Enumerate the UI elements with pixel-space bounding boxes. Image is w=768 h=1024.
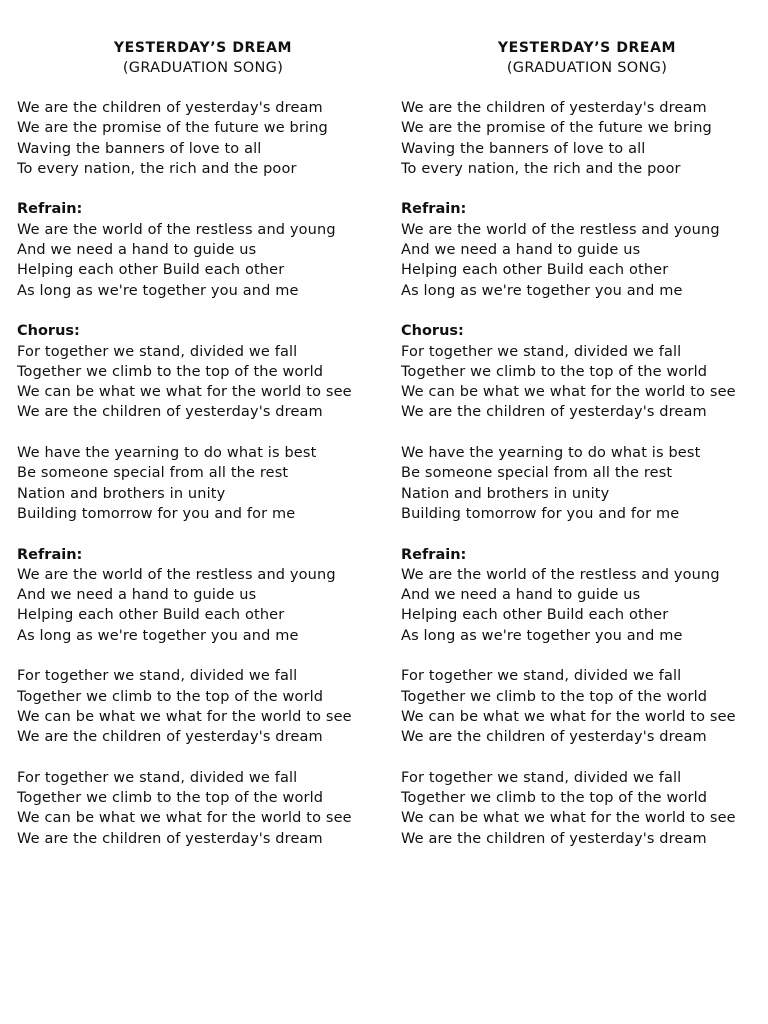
stanza-label: Refrain: [17, 201, 83, 218]
stanza [17, 321, 389, 422]
lyric-line: We are the world of the restless and young [401, 221, 720, 238]
lyric-line: To every nation, the rich and the poor [401, 160, 681, 177]
lyric-line: Together we climb to the top of the world [401, 790, 708, 807]
lyric-line: For together we stand, divided we fall [401, 668, 682, 685]
lyric-line: We are the world of the restless and young [401, 566, 720, 583]
stanza [401, 98, 768, 179]
lyric-line: We are the children of yesterday's dream [17, 830, 323, 847]
lyric-line: And we need a hand to guide us [17, 587, 257, 604]
lyric-line: Nation and brothers in unity [17, 485, 226, 502]
lyric-line: For together we stand, divided we fall [17, 343, 298, 360]
stanza-label: Chorus: [17, 323, 80, 340]
lyric-line: Waving the banners of love to all [401, 140, 646, 157]
stanza [17, 545, 389, 646]
lyric-line: Be someone special from all the rest [17, 465, 289, 482]
lyric-line: Building tomorrow for you and for me [401, 505, 680, 522]
stanza [17, 768, 389, 849]
stanza [401, 321, 768, 422]
lyric-line: For together we stand, divided we fall [401, 769, 682, 786]
lyric-line: Together we climb to the top of the world [17, 790, 324, 807]
lyric-line: And we need a hand to guide us [401, 242, 641, 259]
lyric-line: As long as we're together you and me [17, 627, 299, 644]
lyric-line: We are the children of yesterday's dream [401, 729, 707, 746]
song-title: YESTERDAY’S DREAM [497, 40, 677, 56]
song-subtitle: (GRADUATION SONG) [506, 60, 668, 76]
stanza-label: Chorus: [401, 323, 464, 340]
stanza [401, 199, 768, 300]
lyric-line: We are the children of yesterday's dream [17, 100, 323, 116]
lyric-line: Helping each other Build each other [17, 262, 285, 279]
stanza [401, 443, 768, 524]
lyric-line: As long as we're together you and me [17, 282, 299, 299]
lyric-line: We are the children of yesterday's dream [401, 830, 707, 847]
lyric-line: Together we climb to the top of the world [401, 688, 708, 705]
lyric-line: We are the world of the restless and young [17, 221, 336, 238]
lyric-line: Nation and brothers in unity [401, 485, 610, 502]
lyric-line: Helping each other Build each other [401, 262, 669, 279]
stanza [401, 545, 768, 646]
lyric-line: And we need a hand to guide us [17, 242, 257, 259]
song-title: YESTERDAY’S DREAM [113, 40, 293, 56]
lyric-line: We are the promise of the future we bring [17, 120, 328, 137]
song-column-right [401, 38, 768, 869]
lyric-line: We have the yearning to do what is best [17, 445, 317, 462]
lyric-line: We are the children of yesterday's dream [401, 404, 707, 421]
lyric-line: We can be what we what for the world to see [401, 810, 736, 827]
lyric-line: We are the children of yesterday's dream [17, 404, 323, 421]
lyric-line: Helping each other Build each other [401, 607, 669, 624]
lyric-line: For together we stand, divided we fall [17, 668, 298, 685]
stanza [401, 768, 768, 849]
lyric-line: Together we climb to the top of the world [17, 363, 324, 380]
stanza [17, 98, 389, 179]
stanza [17, 443, 389, 524]
stanza [17, 199, 389, 300]
lyric-line: We are the world of the restless and young [17, 566, 336, 583]
stanza [401, 666, 768, 747]
lyric-line: We have the yearning to do what is best [401, 445, 701, 462]
stanza-list [17, 98, 389, 849]
lyric-line: For together we stand, divided we fall [17, 769, 298, 786]
lyric-line: We can be what we what for the world to see [401, 384, 736, 401]
lyric-line: We can be what we what for the world to see [17, 708, 352, 725]
lyric-line: Together we climb to the top of the world [17, 688, 324, 705]
song-subtitle: (GRADUATION SONG) [122, 60, 284, 76]
lyric-line: We are the children of yesterday's dream [17, 729, 323, 746]
lyric-line: Together we climb to the top of the world [401, 363, 708, 380]
lyric-line: Waving the banners of love to all [17, 140, 262, 157]
lyric-line: As long as we're together you and me [401, 627, 683, 644]
lyric-line: We are the children of yesterday's dream [401, 100, 707, 116]
song-column-left [17, 38, 389, 869]
stanza [17, 666, 389, 747]
lyric-line: We can be what we what for the world to see [401, 708, 736, 725]
lyric-line: We can be what we what for the world to see [17, 384, 352, 401]
lyric-line: Helping each other Build each other [17, 607, 285, 624]
lyric-line: We are the promise of the future we bring [401, 120, 712, 137]
lyric-line: To every nation, the rich and the poor [17, 160, 297, 177]
stanza-label: Refrain: [401, 546, 467, 563]
lyric-line: For together we stand, divided we fall [401, 343, 682, 360]
lyric-line: And we need a hand to guide us [401, 587, 641, 604]
stanza-label: Refrain: [401, 201, 467, 218]
lyric-line: As long as we're together you and me [401, 282, 683, 299]
lyric-line: We can be what we what for the world to see [17, 810, 352, 827]
stanza-label: Refrain: [17, 546, 83, 563]
stanza-list [401, 98, 768, 849]
lyric-line: Be someone special from all the rest [401, 465, 673, 482]
lyric-line: Building tomorrow for you and for me [17, 505, 296, 522]
